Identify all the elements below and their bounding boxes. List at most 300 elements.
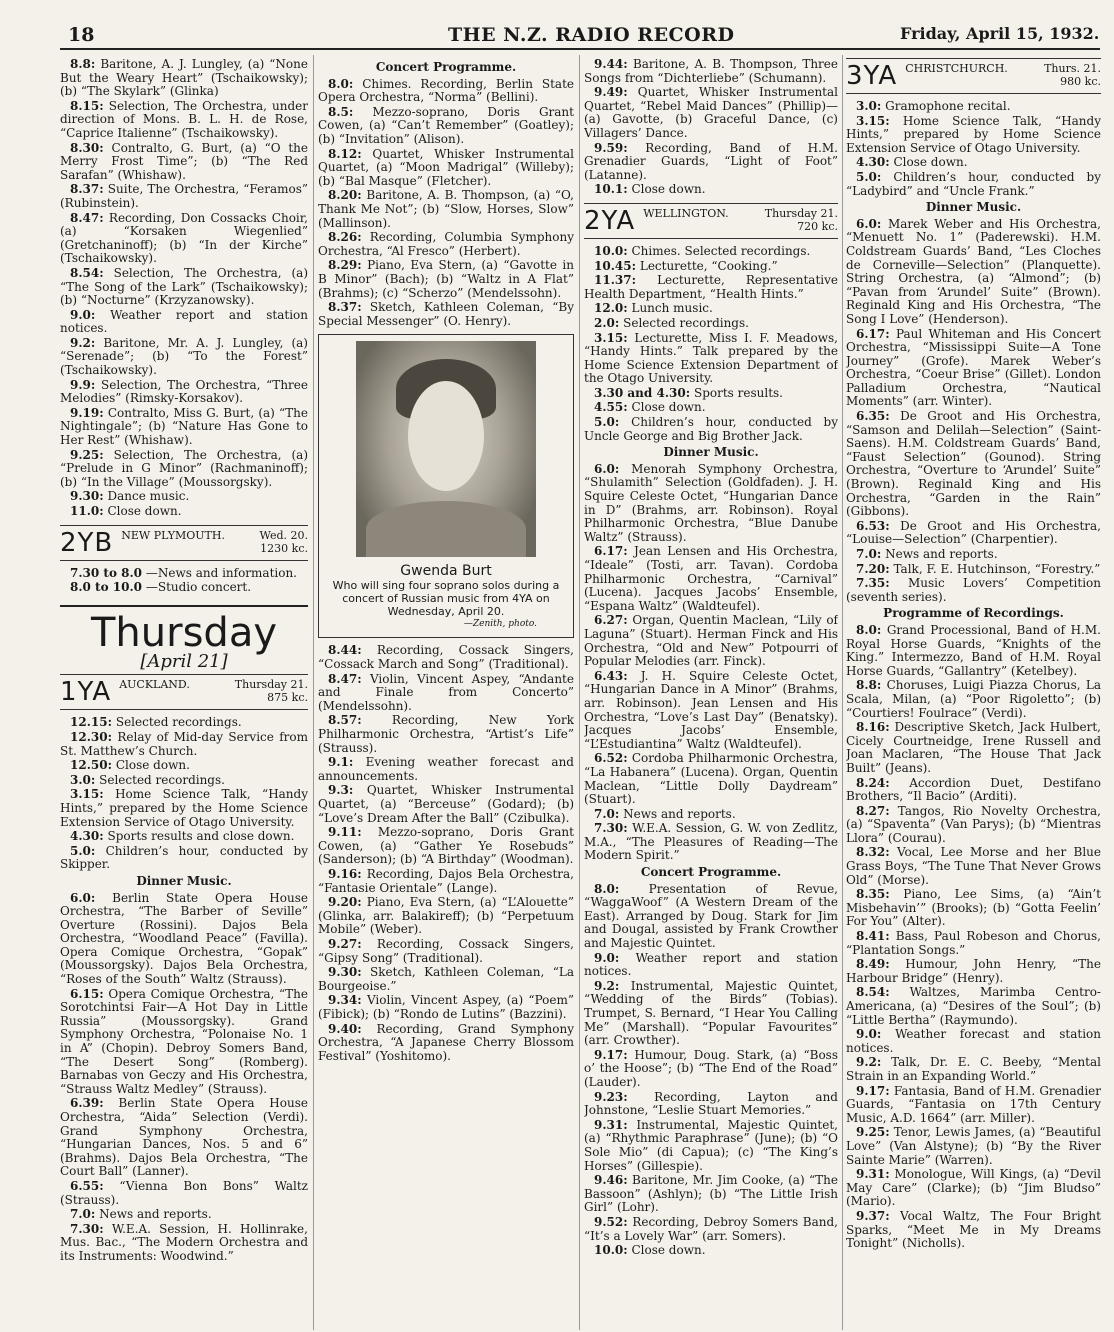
station-day: Thursday 21. <box>764 206 838 220</box>
entry-time: 6.53: <box>856 518 890 533</box>
programme-entry <box>846 577 1101 604</box>
entry-text: —News and information. <box>145 565 297 580</box>
entry-time: 9.46: <box>594 1173 628 1188</box>
programme-entry <box>60 731 308 758</box>
entry-text: Choruses, Luigi Piazza Chorus, La Scala, Milan, (a) “Poor Rigoletto”; (b) “Courtiers! Foulrace” (Verdi). <box>846 678 1101 720</box>
entry-text: Weather forecast and station notices. <box>846 1027 1101 1055</box>
entry-list <box>318 644 574 1063</box>
programme-entry <box>60 845 308 872</box>
entry-text: Weather report and station notices. <box>60 307 308 336</box>
programme-entry <box>60 490 308 504</box>
section-heading: Dinner Music. <box>925 200 1022 215</box>
entry-text: J. H. Squire Celeste Octet, “Hungarian Dance in A Minor” (Brahms, arr. Robinson). Jean Lensen and His Orchestra, “Love’s Last Day” (Benatsky). Jacques Jacobs’ Ensemble, “L’Estudiantina” Waltz (Waldteufel). <box>584 668 838 751</box>
entry-list <box>846 218 1101 605</box>
entry-text: De Groot and His Orchestra, “Louise—Selection” (Charpentier). <box>846 518 1101 547</box>
column-4 <box>846 58 1101 1330</box>
entry-text: Berlin State Opera House Orchestra, “Aida” Selection (Verdi). Grand Symphony Orchestra, “Hungarian Dances, Nos. 5 and 6” (Brahms). Dajos Bela Orchestra, “The Court Ball” (Lanner). <box>60 1096 308 1179</box>
entry-text: News and reports. <box>99 1207 212 1222</box>
station-day: Thurs. 21. <box>1044 62 1101 75</box>
entry-time: 8.37: <box>328 300 362 315</box>
day-date: [April 21] <box>140 650 228 672</box>
entry-time: 7.0: <box>856 547 882 561</box>
programme-entry <box>584 752 838 806</box>
programme-entry <box>584 463 838 545</box>
column-divider <box>579 55 580 1330</box>
entry-text: Suite, The Orchestra, “Feramos” (Rubinstein). <box>60 182 308 210</box>
entry-text: Contralto, G. Burt, (a) “O the Merry Frost Time”; (b) “The Red Sarafan” (Whishaw). <box>60 140 308 182</box>
entry-time: 9.34: <box>328 993 362 1008</box>
entry-time: 3.15: <box>594 330 628 345</box>
entry-time: 9.20: <box>328 895 362 910</box>
entry-text: Quartet, Whisker Instrumental Quartet, (a) “Berceuse” (Godard); (b) “Love’s Dream After the Ball” (Czibulka). <box>318 783 574 825</box>
photo-box <box>318 334 574 638</box>
entry-text: Baritone, Mr. Jim Cooke, (a) “The Bassoon” (Ashlyn); (b) “The Little Irish Girl” (Lohr). <box>584 1173 838 1215</box>
entry-text: Jean Lensen and His Orchestra, “Ideale” (Tosti, arr. Tavan). Cordoba Philharmonic Orchestra, “Carnival” (Lucena). Jacques Jacobs’ Ensemble, “Espana Waltz” (Waldteufel). <box>584 544 838 613</box>
entry-time: 8.20: <box>328 188 362 203</box>
entry-text: —Studio concert. <box>145 580 252 595</box>
entry-text: Close down. <box>107 504 182 518</box>
entry-time: 9.52: <box>594 1214 628 1229</box>
programme-entry <box>584 332 838 386</box>
entry-time: 2.0: <box>594 315 620 330</box>
programme-entry <box>318 714 574 755</box>
programme-entry <box>846 721 1101 775</box>
entry-text: Opera Comique Orchestra, “The Sorotchintsi Fair—A Hot Day in Little Russia” (Moussorgsky). Grand Symphony Orchestra, “Polonaise No. 1 in A” (Chopin). Debroy Somers Band, “The Desert Song” (Romberg). Barnabas von Geczy and His Orchestra, “Strauss Waltz Medley” (Strauss). <box>60 986 308 1096</box>
entry-time: 8.0: <box>594 881 620 896</box>
entry-text: Instrumental, Majestic Quintet, (a) “Rhythmic Paraphrase” (June); (b) “O Sole Mio” (di Capua); (c) “The King’s Horses” (Gillespie). <box>584 1117 838 1173</box>
entry-text: Recording, Debroy Somers Band, “It’s a Lovely War” (arr. Somers). <box>584 1214 838 1243</box>
entry-time: 8.44: <box>328 643 362 658</box>
portrait-photo <box>356 341 536 557</box>
programme-entry <box>846 624 1101 678</box>
entry-time: 8.29: <box>328 258 362 273</box>
section-heading: Concert Programme. <box>640 865 782 880</box>
section-heading: Programme of Recordings. <box>883 606 1064 621</box>
entry-time: 8.30: <box>70 140 104 155</box>
entry-time: 7.20: <box>856 561 890 576</box>
programme-entry <box>846 410 1101 519</box>
entry-time: 8.15: <box>70 98 104 113</box>
entry-text: Tangos, Rio Novelty Orchestra, (a) “Spaventa” (Van Parys); (b) “Mientras Llora” (Courau). <box>846 803 1101 845</box>
programme-entry <box>584 808 838 822</box>
programme-entry <box>584 142 838 183</box>
entry-time: 9.25: <box>856 1125 890 1140</box>
entry-time: 8.37: <box>70 182 104 197</box>
entry-text: Close down. <box>893 155 968 170</box>
entry-time: 12.30: <box>70 729 113 744</box>
column-divider <box>313 55 314 1330</box>
entry-time: 9.23: <box>594 1089 628 1104</box>
entry-text: Quartet, Whisker Instrumental Quartet, (a) “Moon Madrigal” (Willeby); (b) “Bal Masque” (Fletcher). <box>318 146 574 188</box>
entry-text: Recording, Dajos Bela Orchestra, “Fantasie Orientale” (Lange). <box>318 866 574 895</box>
entry-time: 6.17: <box>856 326 890 341</box>
programme-entry <box>60 100 308 141</box>
entry-text: W.E.A. Session, G. W. von Zedlitz, M.A., “The Pleasures of Reading—The Modern Spirit.” <box>584 821 838 863</box>
entry-time: 9.27: <box>328 936 362 951</box>
programme-entry <box>846 1028 1101 1055</box>
programme-entry <box>318 78 574 105</box>
station-call-sign: 2YB <box>60 527 114 558</box>
photo-caption-name: Gwenda Burt <box>400 563 492 580</box>
programme-entry <box>60 759 308 773</box>
programme-entry <box>60 1180 308 1207</box>
entry-text: Piano, Lee Sims, (a) “Ain’t Misbehavin’” (Brooks); (b) “Gotta Feelin’ For You” (Alter). <box>846 887 1101 929</box>
programme-entry <box>60 449 308 490</box>
entry-text: Baritone, A. B. Thompson, Three Songs from “Dichterliebe” (Schumann). <box>584 58 838 85</box>
entry-text: Children’s hour, conducted by Skipper. <box>60 843 308 872</box>
programme-entry <box>60 830 308 844</box>
entry-text: Paul Whiteman and His Concert Orchestra, “Mississippi Suite—A Tone Journey” (Grofe). Marek Weber’s Orchestra, “Coeur Brise” (Gillet). London Palladium Orchestra, “Nautical Moments” (arr. Winter). <box>846 326 1101 409</box>
programme-entry <box>60 581 308 595</box>
programme-entry <box>584 1091 838 1118</box>
programme-entry <box>60 212 308 266</box>
programme-entry <box>846 520 1101 547</box>
programme-entry <box>846 679 1101 720</box>
entry-time: 8.5: <box>328 104 354 119</box>
entry-list <box>60 892 308 1264</box>
entry-time: 9.30: <box>70 489 104 504</box>
entry-text: Home Science Talk, “Handy Hints,” prepared by the Home Science Extension Service of Otago University. <box>60 787 308 829</box>
programme-entry <box>846 563 1101 577</box>
entry-time: 6.55: <box>70 1178 104 1193</box>
entry-time: 6.17: <box>594 544 628 559</box>
programme-entry <box>318 106 574 147</box>
entry-text: Recording, New York Philharmonic Orchestra, “Artist’s Life” (Strauss). <box>318 713 574 755</box>
page-number: 18 <box>68 24 95 46</box>
programme-entry <box>318 868 574 895</box>
programme-entry <box>584 86 838 140</box>
programme-entry <box>846 777 1101 804</box>
entry-text: Grand Processional, Band of H.M. Royal Horse Guards, “Knights of the King.” Intermezzo, Band of H.M. Royal Horse Guards, “Gallantry” (Ketelbey). <box>846 622 1101 678</box>
programme-entry <box>584 1119 838 1173</box>
entry-time: 12.0: <box>594 301 628 316</box>
entry-text: Close down. <box>631 1243 706 1258</box>
entry-text: Talk, F. E. Hutchinson, “Forestry.” <box>893 561 1101 576</box>
entry-text: Selected recordings. <box>623 315 749 330</box>
entry-text: Organ, Quentin Maclean, “Lily of Laguna” (Stuart). Herman Finck and His Orchestra, “Old and New” Potpourri of Popular Melodies (arr. Finck). <box>584 613 838 669</box>
entry-time: 8.32: <box>856 845 890 860</box>
programme-entry <box>846 1210 1101 1251</box>
station-header-1ya <box>60 674 308 710</box>
entry-text: Presentation of Revue, “WaggaWoof” (A Western Dream of the East). Arranged by Doug. Stark for Jim and Dougal, assisted by Frank Crowther and Majestic Quintet. <box>584 881 838 951</box>
programme-entry <box>584 416 838 443</box>
station-place: AUCKLAND. <box>119 678 190 692</box>
station-call-sign: 1YA <box>60 677 112 708</box>
entry-time: 7.30 to 8.0 <box>70 565 143 580</box>
programme-entry <box>846 548 1101 562</box>
entry-time: 8.27: <box>856 803 890 818</box>
programme-entry <box>318 994 574 1021</box>
entry-text: Berlin State Opera House Orchestra, “The Barber of Seville” Overture (Rossini). Dajos Bela Orchestra, “Woodland Peace” (Favilla). Opera Comique Orchestra, “Gopak” (Moussorgsky). Dajos Bela Orchestra, “Roses of the South” Waltz (Strauss). <box>60 890 308 987</box>
entry-text: Talk, Dr. E. C. Beeby, “Mental Strain in an Expanding World.” <box>846 1055 1101 1083</box>
station-frequency: 875 kc. <box>267 691 308 705</box>
entry-text: Piano, Eva Stern, (a) “Gavotte in B Minor” (Bach); (b) “Waltz in A Flat” (Brahms); (c) “Scherzo” (Mendelssohn). <box>318 258 574 300</box>
programme-entry <box>318 148 574 189</box>
entry-time: 6.0: <box>856 216 882 231</box>
entry-text: Accordion Duet, Destifano Brothers, “Il Bacio” (Arditi). <box>846 775 1101 804</box>
entry-time: 6.27: <box>594 613 628 628</box>
entry-time: 9.49: <box>594 85 628 100</box>
programme-entry <box>584 260 838 274</box>
entry-time: 8.57: <box>328 713 362 728</box>
entry-time: 6.0: <box>70 890 96 905</box>
programme-entry <box>60 58 308 99</box>
programme-entry <box>584 274 838 301</box>
programme-entry <box>318 784 574 825</box>
entry-text: Monologue, Will Kings, (a) “Devil May Care” (Clarke); (b) “Jim Bludso” (Mario). <box>846 1167 1101 1209</box>
entry-text: Chimes. Recording, Berlin State Opera Orchestra, “Norma” (Bellini). <box>318 76 574 105</box>
entry-text: Sports results and close down. <box>107 829 295 844</box>
entry-time: 9.19: <box>70 405 104 420</box>
entry-time: 9.17: <box>594 1047 628 1062</box>
station-frequency: 1230 kc. <box>260 541 308 555</box>
entry-text: W.E.A. Session, H. Hollinrake, Mus. Bac., “The Modern Orchestra and its Instruments: Woodwind.” <box>60 1221 308 1263</box>
programme-entry <box>846 115 1101 156</box>
entry-text: Vocal Waltz, The Four Bright Sparks, “Meet Me in My Dreams Tonight” (Nicholls). <box>846 1208 1101 1251</box>
entry-time: 5.0: <box>70 843 96 858</box>
programme-entry <box>846 1056 1101 1083</box>
entry-time: 6.35: <box>856 409 890 424</box>
entry-text: Quartet, Whisker Instrumental Quartet, “Rebel Maid Dances” (Phillip)—(a) Gavotte, (b) Graceful Dance, (c) Villagers’ Dance. <box>584 85 838 140</box>
entry-text: Chimes. Selected recordings. <box>631 243 811 258</box>
programme-entry <box>584 1244 838 1258</box>
entry-text: Fantasia, Band of H.M. Grenadier Guards, “Fantasia on 17th Century Music, A.D. 1664” (arr. Miller). <box>846 1083 1101 1125</box>
column-divider <box>842 55 843 1330</box>
column-3 <box>584 58 838 1330</box>
entry-time: 10.0: <box>594 243 628 258</box>
entry-time: 9.44: <box>594 58 628 71</box>
programme-entry <box>318 189 574 230</box>
programme-entry <box>318 1023 574 1064</box>
entry-text: Lecturette, “Cooking.” <box>639 258 778 273</box>
programme-entry <box>584 545 838 613</box>
entry-time: 9.31: <box>594 1117 628 1132</box>
entry-time: 8.35: <box>856 887 890 902</box>
entry-time: 8.0: <box>328 76 354 91</box>
entry-text: Selection, The Orchestra, “Three Melodies” (Rimsky-Korsakov). <box>60 377 308 406</box>
entry-time: 7.0: <box>594 806 620 821</box>
programme-entry <box>318 938 574 965</box>
entry-text: Lecturette, Miss I. F. Meadows, “Handy Hints.” Talk prepared by the Home Science Extension Department of the Otago University. <box>584 330 838 386</box>
entry-time: 12.15: <box>70 715 113 730</box>
programme-entry <box>60 567 308 581</box>
entry-time: 8.26: <box>328 230 362 245</box>
station-place: NEW PLYMOUTH. <box>121 528 225 542</box>
column-1 <box>60 58 308 1330</box>
programme-entry <box>846 930 1101 957</box>
entry-time: 9.16: <box>328 866 362 881</box>
programme-entry <box>584 822 838 863</box>
entry-time: 9.25: <box>70 447 104 462</box>
station-info <box>121 529 308 555</box>
day-heading <box>60 605 308 672</box>
entry-time: 3.0: <box>70 772 96 787</box>
section-heading: Dinner Music. <box>136 873 232 888</box>
entry-text: Marek Weber and His Orchestra, “Menuett No. 1” (Paderewski). H.M. Coldstream Guards’ Band, “Les Cloches de Corneville—Selection” (Planquette). String Orchestra, (a) “Almond”; (b) “Pavan from ‘Arundel’ Suite” (Brown). Reginald King and His Orchestra, “The Song I Love” (Henderson). <box>846 216 1101 326</box>
entry-time: 11.0: <box>70 504 104 518</box>
day-name: Thursday <box>91 609 277 656</box>
entry-time: 8.54: <box>70 265 104 280</box>
entry-text: Baritone, A. B. Thompson, (a) “O, Thank Me Not”; (b) “Slow, Horses, Slow” (Mallinson). <box>318 188 574 230</box>
entry-time: 3.0: <box>856 99 882 113</box>
entry-time: 12.50: <box>70 758 113 773</box>
entry-text: Home Science Talk, “Handy Hints,” prepared by Home Science Extension Service of Otago University. <box>846 113 1101 155</box>
entry-time: 8.16: <box>856 720 890 735</box>
programme-entry <box>318 231 574 258</box>
entry-text: Mezzo-soprano, Doris Grant Cowen, (a) “Can’t Remember” (Goatley); (b) “Invitation” (Alison). <box>318 104 574 146</box>
entry-text: Tenor, Lewis James, (a) “Beautiful Love” (Van Alstyne); (b) “By the River Sainte Marie” (Warren). <box>846 1125 1101 1167</box>
entry-time: 10.45: <box>594 258 637 273</box>
programme-entry <box>60 716 308 730</box>
station-header-3ya <box>846 58 1101 94</box>
entry-time: 8.49: <box>856 957 890 972</box>
programme-entry <box>318 826 574 867</box>
entry-list <box>584 883 838 1258</box>
programme-entry <box>584 1174 838 1215</box>
entry-text: Sports results. <box>693 385 783 400</box>
entry-text: Violin, Vincent Aspey, “Andante and Finale from Concerto” (Mendelssohn). <box>318 671 574 713</box>
entry-text: Sketch, Kathleen Coleman, “By Special Messenger” (O. Henry). <box>318 300 574 328</box>
programme-entry <box>318 966 574 993</box>
entry-time: 6.0: <box>594 461 620 476</box>
station-info <box>119 678 308 704</box>
station-info <box>643 207 838 233</box>
entry-text: Selected recordings. <box>99 772 225 787</box>
entry-text: Music Lovers’ Competition (seventh series). <box>846 576 1101 604</box>
entry-list <box>584 245 838 443</box>
masthead: THE N.Z. RADIO RECORD <box>448 24 735 46</box>
programme-entry <box>60 309 308 336</box>
entry-text: Baritone, Mr. A. J. Lungley, (a) “Serenade”; (b) “To the Forest” (Tschaikowsky). <box>60 335 308 378</box>
programme-entry <box>584 183 838 197</box>
station-day: Thursday 21. <box>234 678 308 692</box>
station-place: WELLINGTON. <box>643 206 729 220</box>
entry-text: Weather report and station notices. <box>584 950 838 979</box>
programme-entry <box>60 988 308 1097</box>
entry-time: 9.2: <box>70 335 96 350</box>
programme-entry <box>584 245 838 259</box>
entry-list <box>60 58 308 519</box>
entry-time: 4.30: <box>856 155 890 170</box>
programme-entry <box>584 952 838 979</box>
entry-time: 9.2: <box>856 1055 882 1070</box>
entry-text: Evening weather forecast and announcements. <box>318 755 574 783</box>
programme-entry <box>60 337 308 378</box>
entry-time: 8.8: <box>856 678 882 693</box>
programme-entry <box>846 100 1101 114</box>
entry-time: 8.0: <box>856 622 882 637</box>
programme-entry <box>584 58 838 85</box>
programme-entry <box>584 883 838 951</box>
portrait-shoulders <box>366 501 526 557</box>
entry-time: 9.11: <box>328 825 362 840</box>
entry-time: 4.55: <box>594 400 628 415</box>
programme-entry <box>60 788 308 829</box>
entry-text: Mezzo-soprano, Doris Grant Cowen, (a) “Gather Ye Rosebuds” (Sanderson); (b) “A Birthday” (Woodman). <box>318 825 574 867</box>
station-frequency: 720 kc. <box>797 219 838 233</box>
programme-entry <box>60 505 308 519</box>
entry-text: Lecturette, Representative Health Department, “Health Hints.” <box>584 273 838 301</box>
entry-text: Recording, Cossack Singers, “Cossack March and Song” (Traditional). <box>318 643 574 672</box>
programme-entry <box>846 1168 1101 1209</box>
station-info <box>905 62 1101 88</box>
programme-entry <box>584 614 838 668</box>
programme-entry <box>584 980 838 1048</box>
station-header-2yb <box>60 525 308 561</box>
entry-text: Baritone, A. J. Lungley, (a) “None But the Weary Heart” (Tschaikowsky); (b) “The Skylark” (Glinka) <box>60 58 308 99</box>
programme-entry <box>846 1126 1101 1167</box>
station-frequency: 980 kc. <box>1060 75 1101 88</box>
entry-time: 8.54: <box>856 985 890 1000</box>
programme-entry <box>60 774 308 788</box>
programme-entry <box>584 1216 838 1243</box>
entry-text: Children’s hour, conducted by Uncle George and Big Brother Jack. <box>584 415 838 443</box>
entry-time: 7.0: <box>70 1207 96 1222</box>
entry-text: Close down. <box>631 400 706 415</box>
photo-caption-text: Who will sing four soprano solos during a concert of Russian music from 4YA on Wednesday, April 20. <box>332 578 560 618</box>
entry-time: 9.59: <box>594 140 628 155</box>
programme-entry <box>846 888 1101 929</box>
entry-text: Selection, The Orchestra, under direction of Mons. B. L. H. de Rose, “Caprice Italienne” (Tschaikowsky). <box>60 98 308 140</box>
entry-text: Piano, Eva Stern, (a) “L’Alouette” (Glinka, arr. Balakireff); (b) “Perpetuum Mobile” (Weber). <box>318 895 574 937</box>
station-call-sign: 2YA <box>584 205 636 236</box>
photo-credit: —Zenith, photo. <box>463 618 537 629</box>
entry-time: 8.8: <box>70 58 96 71</box>
programme-entry <box>584 387 838 401</box>
entry-text: Gramophone recital. <box>885 99 1011 113</box>
station-header-2ya <box>584 203 838 239</box>
station-call-sign: 3YA <box>846 61 898 91</box>
programme-entry <box>584 302 838 316</box>
programme-entry <box>846 986 1101 1027</box>
entry-time: 3.30 and 4.30: <box>594 385 691 400</box>
programme-entry <box>318 756 574 783</box>
programme-entry <box>60 1208 308 1222</box>
entry-list <box>846 100 1101 198</box>
programme-entry <box>846 846 1101 887</box>
entry-time: 8.12: <box>328 146 362 161</box>
entry-time: 9.1: <box>328 755 354 770</box>
station-day: Wed. 20. <box>259 528 308 542</box>
entry-text: Humour, John Henry, “The Harbour Bridge” (Henry). <box>846 957 1101 985</box>
entry-time: 6.43: <box>594 668 628 683</box>
entry-text: Close down. <box>631 182 706 197</box>
entry-list <box>584 58 838 197</box>
entry-text: Selected recordings. <box>115 715 242 730</box>
programme-entry <box>584 1049 838 1090</box>
section-heading: Dinner Music. <box>663 445 759 460</box>
column-2 <box>318 58 574 1330</box>
entry-time: 9.31: <box>856 1167 890 1182</box>
entry-time: 8.47: <box>70 210 104 225</box>
entry-time: 9.0: <box>594 950 620 965</box>
entry-list <box>60 716 308 872</box>
entry-text: Recording, Columbia Symphony Orchestra, “Al Fresco” (Herbert). <box>318 230 574 258</box>
entry-text: Recording, Band of H.M. Grenadier Guards, “Light of Foot” (Latanne). <box>584 140 838 182</box>
entry-time: 8.0 to 10.0 <box>70 580 143 595</box>
header-rule <box>60 48 1100 50</box>
entry-time: 9.17: <box>856 1083 890 1098</box>
programme-entry <box>846 171 1101 198</box>
entry-text: Descriptive Sketch, Jack Hulbert, Cicely Courtneidge, Irene Russell and Joan Maclaren, “The House That Jack Built” (Jeans). <box>846 720 1101 775</box>
entry-text: Cordoba Philharmonic Orchestra, “La Habanera” (Lucena). Organ, Quentin Maclean, “Little Dolly Daydream” (Stuart). <box>584 751 838 807</box>
entry-time: 3.15: <box>70 787 104 802</box>
programme-entry <box>584 670 838 752</box>
entry-text: News and reports. <box>623 806 736 821</box>
programme-entry <box>60 1097 308 1179</box>
entry-time: 9.0: <box>856 1027 882 1042</box>
entry-time: 9.40: <box>328 1021 362 1036</box>
